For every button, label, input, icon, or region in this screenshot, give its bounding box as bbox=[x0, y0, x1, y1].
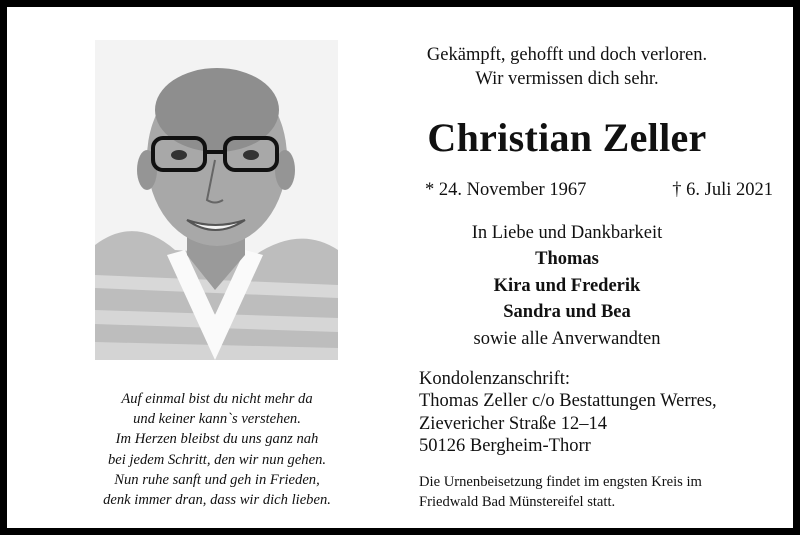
poem-line: Im Herzen bleibst du uns ganz nah bbox=[115, 431, 319, 448]
address-line: Zievericher Straße 12–14 bbox=[419, 413, 608, 434]
poem-line: bei jedem Schritt, den wir nun gehen. bbox=[107, 451, 327, 468]
mourners bbox=[402, 220, 732, 352]
mourners-intro: In Liebe und Dankbarkeit bbox=[471, 223, 663, 243]
mourners-closing: sowie alle Anverwandten bbox=[473, 328, 661, 349]
poem-line: Auf einmal bist du nicht mehr da bbox=[121, 391, 313, 407]
address-line: Thomas Zeller c/o Bestattungen Werres, bbox=[419, 391, 717, 412]
poem-line: denk immer dran, dass wir dich lieben. bbox=[103, 492, 331, 509]
address-line: Kondolenzanschrift: bbox=[419, 369, 571, 389]
burial-note: Die Urnenbeisetzung findet im engsten Kreis im Friedwald Bad Münstereifel statt. bbox=[419, 474, 702, 510]
condolence-address bbox=[419, 368, 759, 457]
mourner-name: Kira und Frederik bbox=[493, 275, 641, 296]
motto-line: Wir vermissen dich sehr. bbox=[475, 69, 659, 89]
death-date: † 6. Juli 2021 bbox=[672, 180, 773, 200]
poem-line: und keiner kann`s verstehen. bbox=[133, 411, 301, 428]
poem-line: Nun ruhe sanft und geh in Frieden, bbox=[114, 471, 320, 488]
motto bbox=[402, 43, 732, 91]
mourner-name: Thomas bbox=[535, 249, 599, 270]
portrait-photo bbox=[95, 40, 338, 360]
memorial-poem bbox=[67, 389, 367, 510]
portrait-illustration bbox=[95, 40, 338, 360]
deceased-name: Christian Zeller bbox=[427, 115, 707, 160]
motto-line: Gekämpft, gehofft und doch verloren. bbox=[426, 45, 708, 65]
address-line: 50126 Bergheim-Thorr bbox=[419, 435, 591, 456]
birth-date: * 24. November 1967 bbox=[425, 180, 587, 200]
mourner-name: Sandra und Bea bbox=[503, 302, 631, 323]
